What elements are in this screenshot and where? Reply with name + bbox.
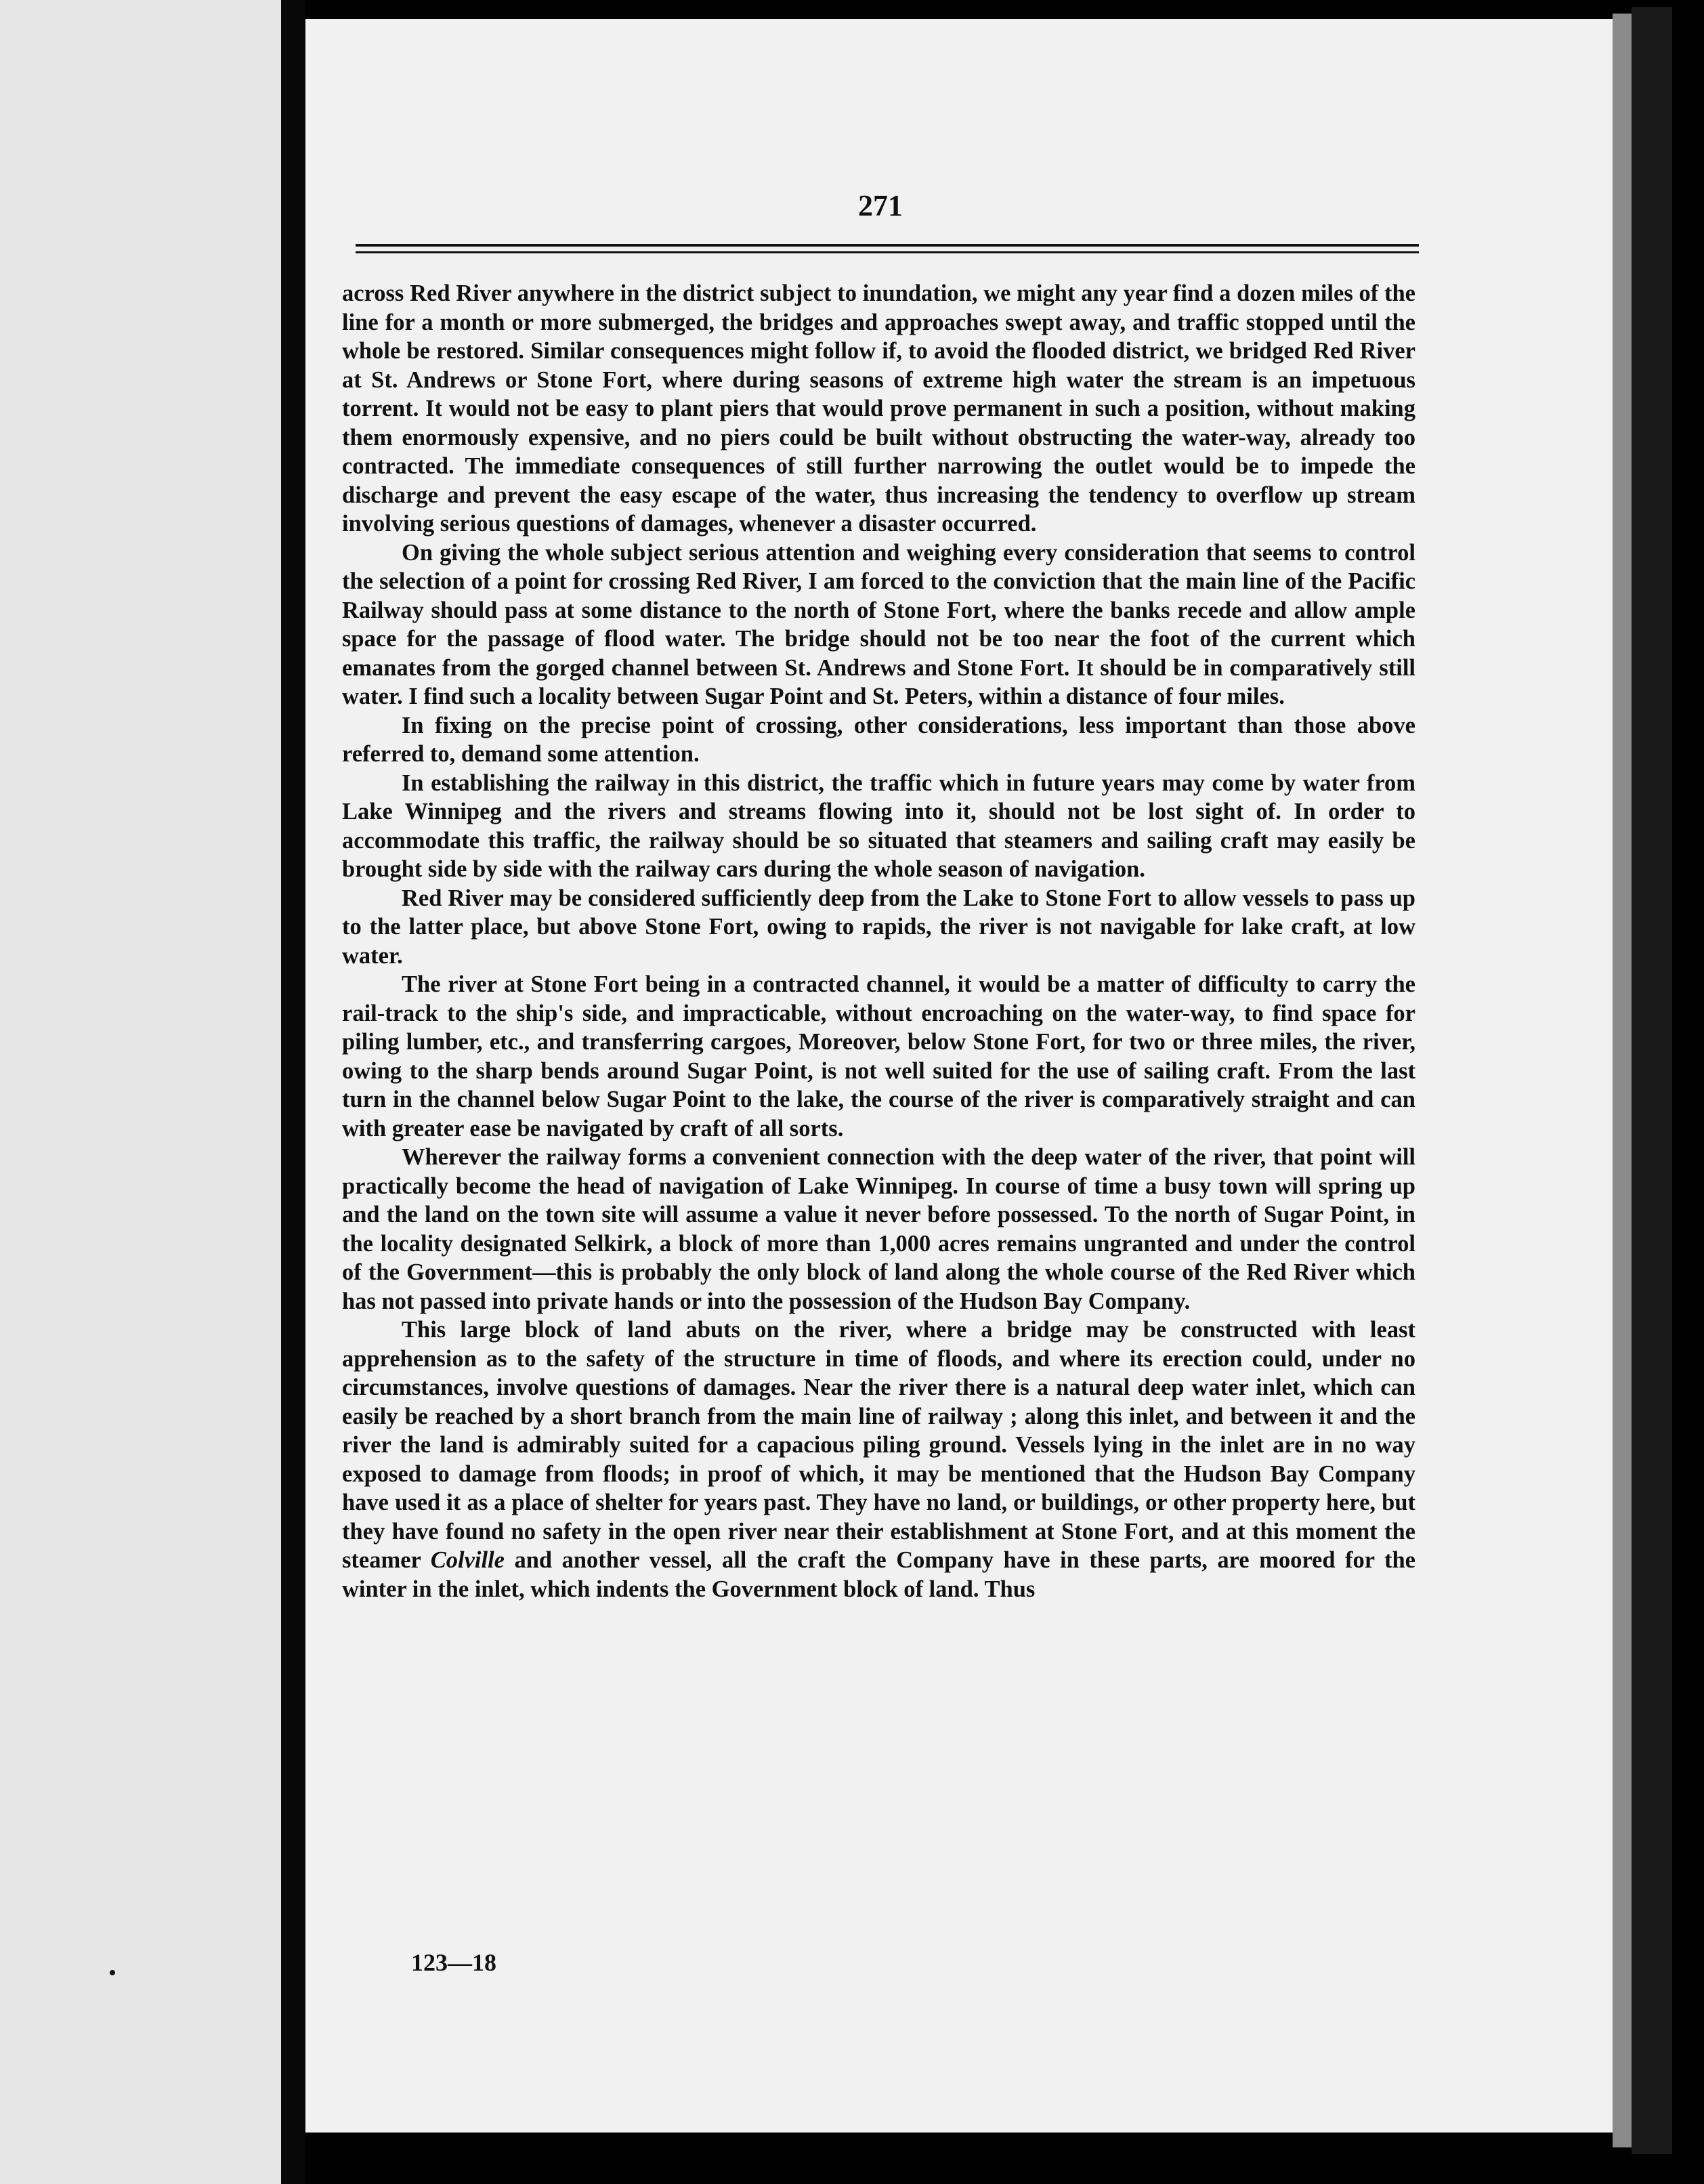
paragraph: Red River may be considered sufficiently deep from the Lake to Stone Fort to allow vessels to pass up to the latter place, but above Stone Fort, owing to rapids, the river is not navigable for lake craft, at low water. — [342, 885, 1415, 969]
paragraph: In establishing the railway in this district, the traffic which in future years may come by water from Lake Winnipeg and the rivers and streams flowing into it, should not be lost sight of. In order to accommodate this traffic, the railway should be so situated that steamers and sailing craft may easily be brought side by side with the railway cars during the whole season of navigation. — [342, 770, 1415, 882]
paragraph: Wherever the railway forms a convenient connection with the deep water of the river, that point will practically become the head of navigation of Lake Winnipeg. In course of time a busy town will spring up and the land on the town site will assume a value it never before possessed. To the north of Sugar Point, in the locality designated Selkirk, a block of more than 1,000 acres remains ungranted and under the control of the Government—this is probably the only block of land along the whole course of the Red River which has not passed into private hands or into the possession of the Hudson Bay Company. — [342, 1144, 1415, 1314]
book-gutter — [281, 0, 305, 2184]
ink-speck — [110, 1970, 115, 1975]
page-edge — [1613, 14, 1632, 2147]
signature-mark: 123—18 — [411, 1949, 496, 1976]
facing-page — [0, 0, 281, 2184]
header-rule — [356, 244, 1419, 253]
paragraph-text: and another vessel, all the craft the Company have in these parts, are moored for the winter in the inlet, which indents the Government block of land. Thus — [342, 1547, 1415, 1602]
page-number: 271 — [858, 189, 903, 222]
paragraph — [342, 1316, 1415, 1603]
paragraph: On giving the whole subject serious attention and weighing every consideration that seems to control the selection of a point for crossing Red River, I am forced to the conviction that the main line of the Pacific Railway should pass at some distance to the north of Stone Fort, where the banks recede and allow ample space for the passage of flood water. The bridge should not be too near the foot of the current which emanates from the gorged channel between St. Andrews and Stone Fort. It should be in comparatively still water. I find such a locality between Sugar Point and St. Peters, within a distance of four miles. — [342, 539, 1415, 709]
paragraph: across Red River anywhere in the district subject to inundation, we might any year find a dozen miles of the line for a month or more submerged, the bridges and approaches swept away, and traffic stopped until the whole be restored. Similar consequences might follow if, to avoid the flooded district, we bridged Red River at St. Andrews or Stone Fort, where during seasons of extreme high water the stream is an impetuous torrent. It would not be easy to plant piers that would prove permanent in such a position, without making them enormously expensive, and no piers could be built without obstructing the water-way, already too contracted. The immediate consequences of still further narrowing the outlet would be to impede the discharge and prevent the easy escape of the water, thus increasing the tendency to overflow up stream involving serious questions of damages, whenever a disaster occurred. — [342, 280, 1415, 537]
book-edge — [1632, 7, 1672, 2154]
vessel-name: Colville — [430, 1547, 505, 1573]
body-text — [342, 279, 1415, 1603]
paragraph: The river at Stone Fort being in a contracted channel, it would be a matter of difficulty to carry the rail-track to the ship's side, and impracticable, without encroaching on the water-way, to find space for piling lumber, etc., and transferring cargoes, Moreover, below Stone Fort, for two or three miles, the river, owing to the sharp bends around Sugar Point, is not well suited for the use of sailing craft. From the last turn in the channel below Sugar Point to the lake, the course of the river is comparatively straight and can with greater ease be navigated by craft of all sorts. — [342, 971, 1415, 1141]
paragraph: In fixing on the precise point of crossing, other considerations, less important than those above referred to, demand some attention. — [342, 712, 1415, 767]
paragraph-text: This large block of land abuts on the river, where a bridge may be constructed with least apprehension as to the safety of the structure in time of floods, and where its erection could, under no circumstances, involve questions of damages. Near the river there is a natural deep water inlet, which can easily be reached by a short branch from the main line of railway ; along this inlet, and between it and the river the land is admirably suited for a capacious piling ground. Vessels lying in the inlet are in no way exposed to damage from floods; in proof of which, it may be mentioned that the Hudson Bay Company have used it as a place of shelter for years past. They have no land, or buildings, or other property here, but they have found no safety in the open river near their establishment at Stone Fort, and at this moment the steamer — [342, 1317, 1415, 1573]
